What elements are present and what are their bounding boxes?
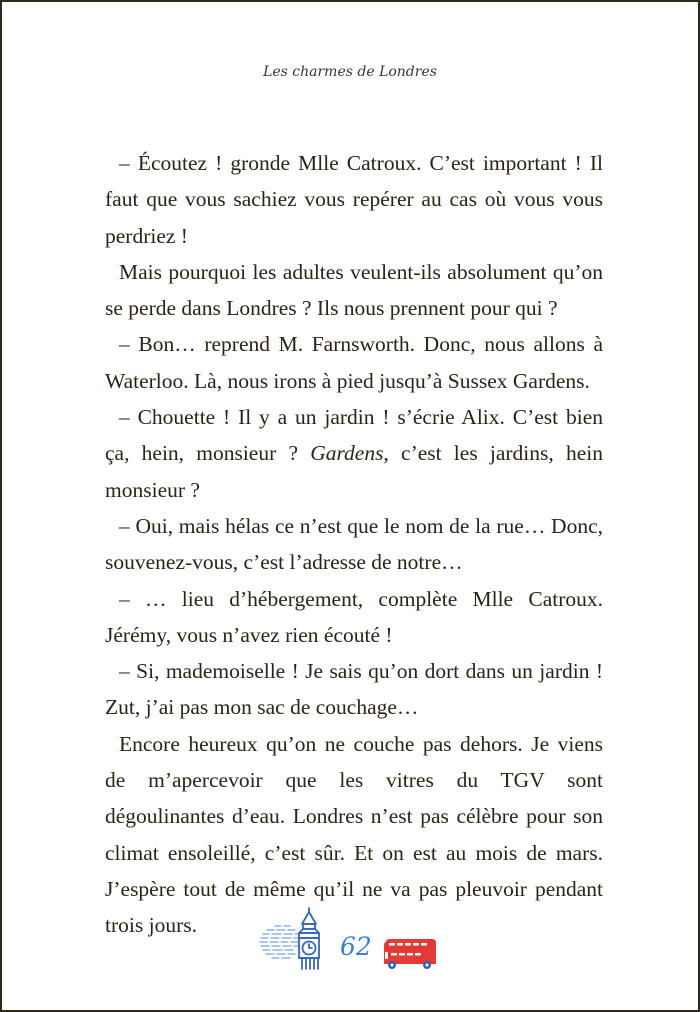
big-ben-icon: [257, 906, 329, 972]
page-footer: [2, 902, 698, 974]
paragraph-4: [105, 399, 603, 508]
double-decker-bus-icon: [382, 938, 438, 970]
paragraph-5: – Oui, mais hélas ce n’est que le nom de la rue… Donc, souvenez-vous, c’est l’adresse de notre…: [105, 513, 603, 575]
paragraph-3: – Bon… reprend M. Farnsworth. Donc, nous allons à Waterloo. Là, nous irons à pied jusqu’à Sussex Gardens.: [105, 332, 603, 393]
paragraph-7: – Si, mademoiselle ! Je sais qu’on dort dans un jardin ! Zut, j’ai pas mon sac de couchage…: [105, 659, 603, 720]
running-header: Les charmes de Londres: [263, 64, 437, 80]
paragraph-8: Encore heureux qu’on ne couche pas dehors. Je viens de m’apercevoir que les vitres du TGV sont dégoulinantes d’eau. Londres n’est pas célèbre pour son climat ensoleillé, c’est sûr. Et on est au mois de mars. J’espère tout de même qu’il ne va pas pleuvoir pendant trois jours.: [105, 731, 603, 938]
paragraph-4-text-after: , c’est les jardins, hein monsieur ?: [105, 441, 603, 502]
page-number: 62: [340, 932, 372, 961]
paragraph-4-emphasis: Gardens: [310, 441, 384, 466]
paragraph-2: Mais pourquoi les adultes veulent-ils absolument qu’on se perde dans Londres ? Ils nous prennent pour qui ?: [105, 259, 603, 321]
paragraph-4-text-before: – Chouette ! Il y a un jardin ! s’écrie Alix. C’est bien ça, hein, monsieur ?: [105, 405, 603, 466]
paragraph-6: – … lieu d’hébergement, complète Mlle Catroux. Jérémy, vous n’avez rien écouté !: [105, 586, 603, 647]
body-text: [105, 145, 603, 944]
paragraph-1: – Écoutez ! gronde Mlle Catroux. C’est important ! Il faut que vous sachiez vous repérer au cas où vous vous perdriez !: [105, 151, 603, 248]
